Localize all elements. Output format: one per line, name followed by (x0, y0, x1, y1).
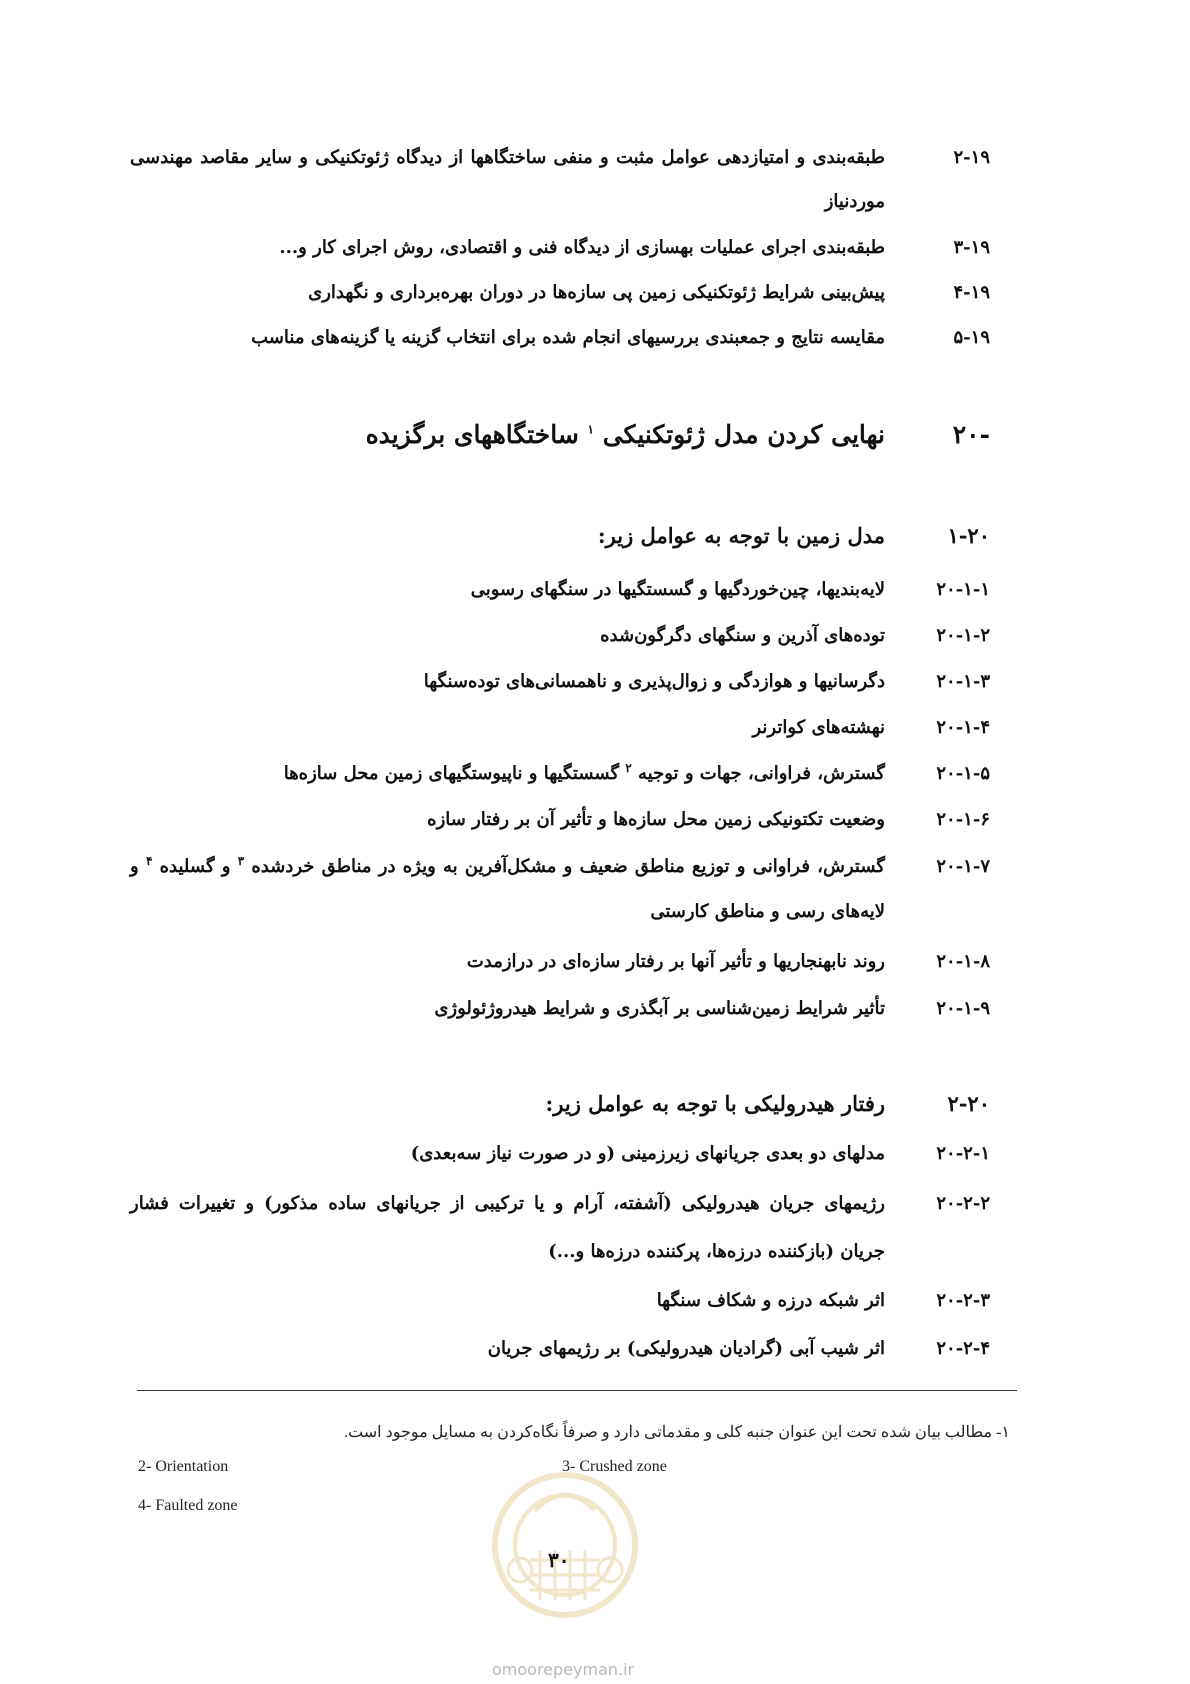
subsection-title: مدل زمین با توجه به عوامل زیر: (597, 523, 885, 548)
item-number: ۲۰-۱-۶ (936, 809, 990, 830)
section-number: -۲۰ (952, 420, 990, 449)
item-number: ۲۰-۱-۹ (936, 998, 990, 1019)
item-number: ۲۰-۱-۵ (936, 763, 990, 784)
item-text-part-b: گسستگیها و ناپیوستگیهای زمین محل سازه‌ها (283, 763, 620, 784)
item-text: مقایسه نتایج و جمعبندی بررسیهای انجام شده برای انتخاب گزینه یا گزینه‌های مناسب (251, 327, 885, 348)
item-text: توده‌های آذرین و سنگهای دگرگون‌شده (600, 625, 885, 646)
item-text-part-a: گسترش، فراوانی و توزیع مناطق ضعیف و مشکل‌آفرین به ویژه در مناطق خردشده (251, 856, 885, 877)
item-number: ۲۰-۱-۲ (936, 625, 990, 646)
item-text: دگرسانیها و هوازدگی و زوال‌پذیری و ناهمسانی‌های توده‌سنگها (423, 671, 885, 692)
page-number: ۳۰ (548, 1548, 570, 1572)
item-text-part-b: و گسلیده (159, 856, 231, 877)
item-text: پیش‌بینی شرایط ژئوتکنیکی زمین پی سازه‌ها در دوران بهره‌برداری و نگهداری (308, 282, 885, 303)
section-title-part-a: نهایی کردن مدل ژئوتکنیکی (602, 420, 885, 449)
item-text: تأثیر شرایط زمین‌شناسی بر آبگذری و شرایط هیدروژئولوژی (434, 998, 885, 1019)
item-number: ۳-۱۹ (953, 237, 990, 258)
footnote-2: 2- Orientation (138, 1458, 229, 1475)
footnote-divider (137, 1390, 1017, 1391)
footnote-ref-2: ۲ (625, 761, 632, 775)
item-text: رژیمهای جریان هیدرولیکی (آشفته، آرام و یا ترکیبی از جریانهای ساده مذکور) و تغییرات فشار (130, 1193, 885, 1214)
footnote-1: ۱- مطالب بیان شده تحت این عنوان جنبه کلی و مقدماتی دارد و صرفاً نگاه‌کردن به مسایل موجود است. (344, 1424, 1010, 1441)
item-number: ۲-۱۹ (953, 147, 990, 168)
item-number: ۲۰-۱-۱ (936, 579, 990, 600)
item-text: نهشته‌های کواترنر (752, 717, 885, 738)
item-number: ۲۰-۱-۴ (936, 717, 990, 738)
item-text: لایه‌بندیها، چین‌خوردگیها و گسستگیها در سنگهای رسوبی (470, 579, 885, 600)
item-text: طبقه‌بندی اجرای عملیات بهسازی از دیدگاه فنی و اقتصادی، روش اجرای کار و... (279, 237, 885, 258)
subsection-title: رفتار هیدرولیکی با توجه به عوامل زیر: (545, 1091, 885, 1116)
item-number: ۲۰-۱-۳ (936, 671, 990, 692)
footnote-ref-1: ۱ (587, 422, 594, 437)
footnote-3: 3- Crushed zone (562, 1458, 667, 1475)
item-text: اثر شبکه درزه و شکاف سنگها (656, 1290, 885, 1311)
item-number: ۲۰-۲-۲ (936, 1193, 990, 1214)
footnote-4: 4- Faulted zone (138, 1497, 238, 1514)
item-text: اثر شیب آبی (گرادیان هیدرولیکی) بر رژیمهای جریان (487, 1338, 885, 1359)
subsection-number: ۲-۲۰ (947, 1091, 990, 1116)
item-number: ۲۰-۲-۱ (936, 1143, 990, 1164)
item-text (284, 762, 885, 786)
watermark-url: omoorepeyman.ir (492, 1660, 635, 1679)
section-title-part-b: ساختگاههای برگزیده (365, 420, 579, 449)
section-title (366, 418, 885, 452)
item-number: ۴-۱۹ (953, 282, 990, 303)
subsection-number: ۱-۲۰ (947, 523, 990, 548)
item-number: ۲۰-۱-۸ (936, 951, 990, 972)
item-number: ۲۰-۲-۳ (936, 1290, 990, 1311)
footnote-ref-3: ۳ (237, 854, 245, 868)
item-text: روند نابهنجاریها و تأثیر آنها بر رفتار سازه‌ای در درازمدت (466, 951, 885, 972)
item-text-continued: جریان (بازکننده درزه‌ها، پرکننده درزه‌ها و...) (548, 1241, 885, 1262)
footnote-ref-4: ۴ (145, 854, 153, 868)
item-text-continued: لایه‌های رسی و مناطق کارستی (650, 901, 885, 922)
item-number: ۵-۱۹ (953, 327, 990, 348)
item-text: وضعیت تکتونیکی زمین محل سازه‌ها و تأثیر آن بر رفتار سازه (427, 809, 885, 830)
item-text-part-c: و (130, 856, 139, 877)
item-text: مدلهای دو بعدی جریانهای زیرزمینی (و در صورت نیاز سه‌بعدی) (410, 1143, 885, 1164)
item-number: ۲۰-۱-۷ (936, 856, 990, 877)
item-text-continued: موردنیاز (824, 191, 885, 212)
item-text: طبقه‌بندی و امتیازدهی عوامل مثبت و منفی ساختگاهها از دیدگاه ژئوتکنیکی و سایر مقاصد مهندسی (130, 147, 885, 168)
item-number: ۲۰-۲-۴ (936, 1338, 990, 1359)
item-text-part-a: گسترش، فراوانی، جهات و توجیه (638, 763, 885, 784)
item-text (130, 855, 885, 879)
